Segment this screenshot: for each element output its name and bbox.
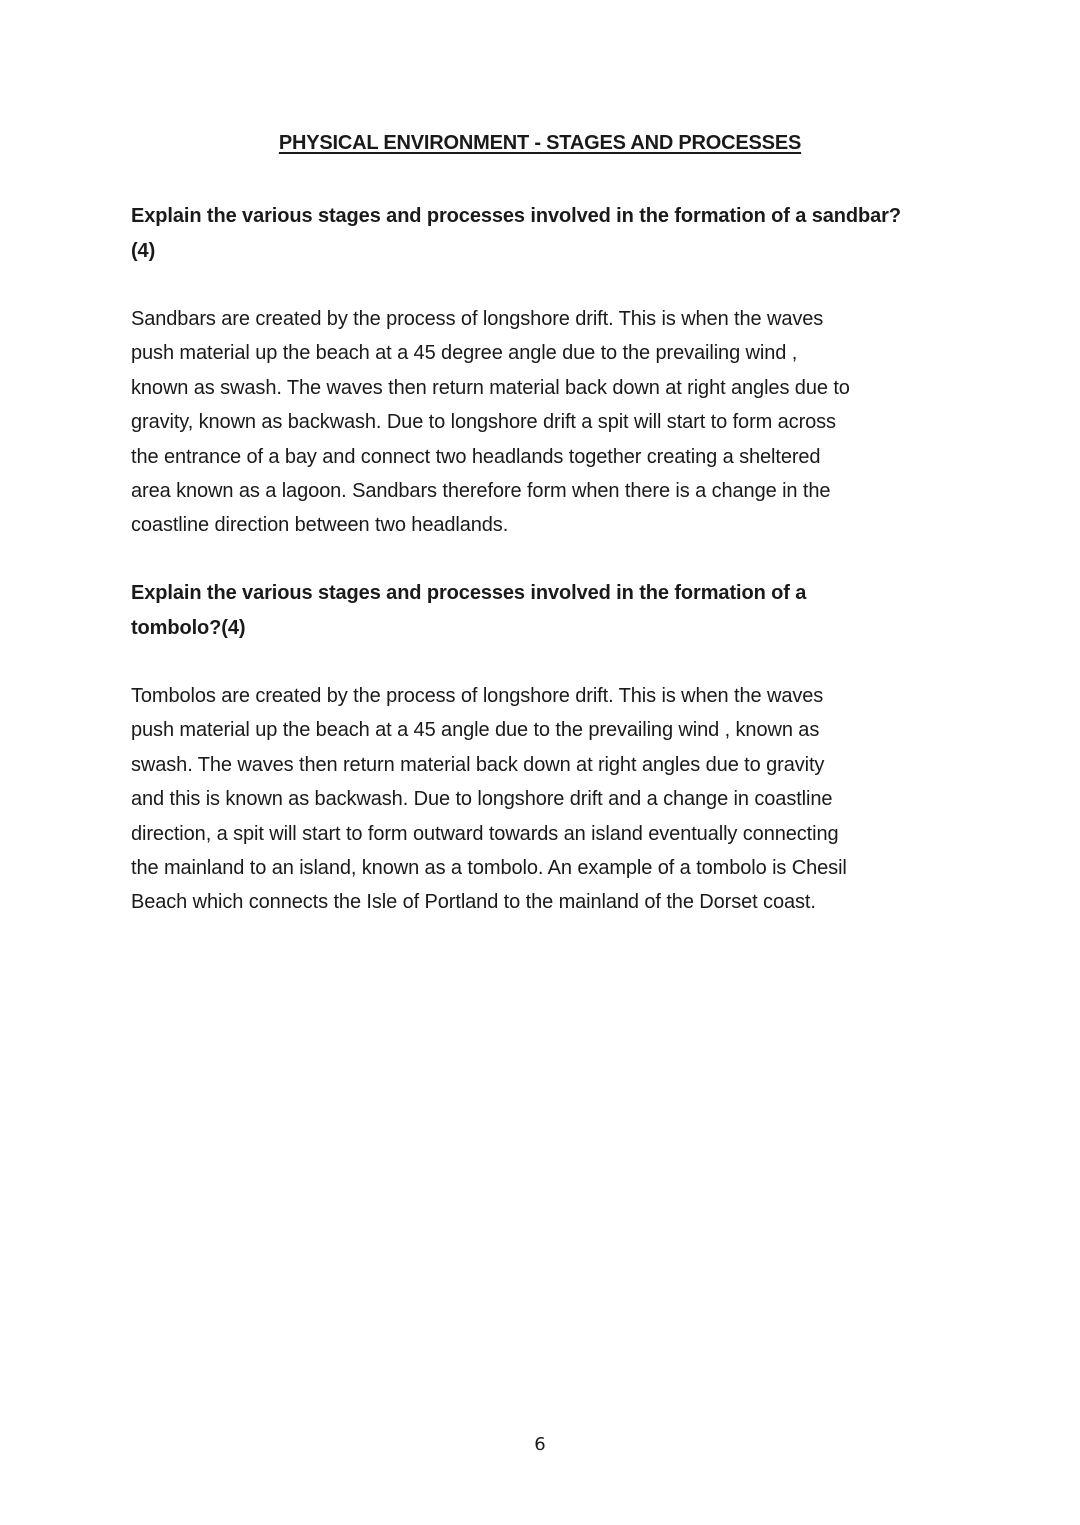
answer-line: gravity, known as backwash. Due to longshore drift a spit will start to form across (131, 411, 836, 434)
question-line: Explain the various stages and processes involved in the formation of a (131, 582, 807, 604)
answer-line: swash. The waves then return material back down at right angles due to gravity (131, 753, 825, 776)
answer-line: coastline direction between two headlands. (131, 514, 509, 537)
question-line: Explain the various stages and processes involved in the formation of a sandbar? (131, 205, 901, 227)
answer-line: Beach which connects the Isle of Portland to the mainland of the Dorset coast. (131, 891, 816, 914)
answer-line: push material up the beach at a 45 angle due to the prevailing wind , known as (131, 719, 820, 742)
answer-line: push material up the beach at a 45 degree angle due to the prevailing wind , (131, 342, 798, 365)
answer-tombolo (131, 679, 961, 920)
question-line: tombolo?(4) (131, 616, 246, 639)
answer-line: area known as a lagoon. Sandbars therefore form when there is a change in the (131, 480, 831, 503)
answer-sandbar (131, 302, 961, 543)
answer-line: Tombolos are created by the process of longshore drift. This is when the waves (131, 685, 824, 707)
answer-line: the mainland to an island, known as a tombolo. An example of a tombolo is Chesil (131, 857, 847, 880)
answer-line: direction, a spit will start to form outward towards an island eventually connecting (131, 822, 839, 845)
answer-line: the entrance of a bay and connect two headlands together creating a sheltered (131, 445, 821, 468)
answer-line: and this is known as backwash. Due to longshore drift and a change in coastline (131, 788, 833, 811)
question-tombolo (131, 576, 961, 645)
answer-line: Sandbars are created by the process of longshore drift. This is when the waves (131, 308, 824, 330)
question-line: (4) (131, 239, 156, 262)
page-title: PHYSICAL ENVIRONMENT - STAGES AND PROCESSES (278, 132, 802, 154)
question-sandbar (131, 199, 961, 268)
page-number: 6 (534, 1434, 546, 1455)
answer-line: known as swash. The waves then return material back down at right angles due to (131, 376, 850, 399)
